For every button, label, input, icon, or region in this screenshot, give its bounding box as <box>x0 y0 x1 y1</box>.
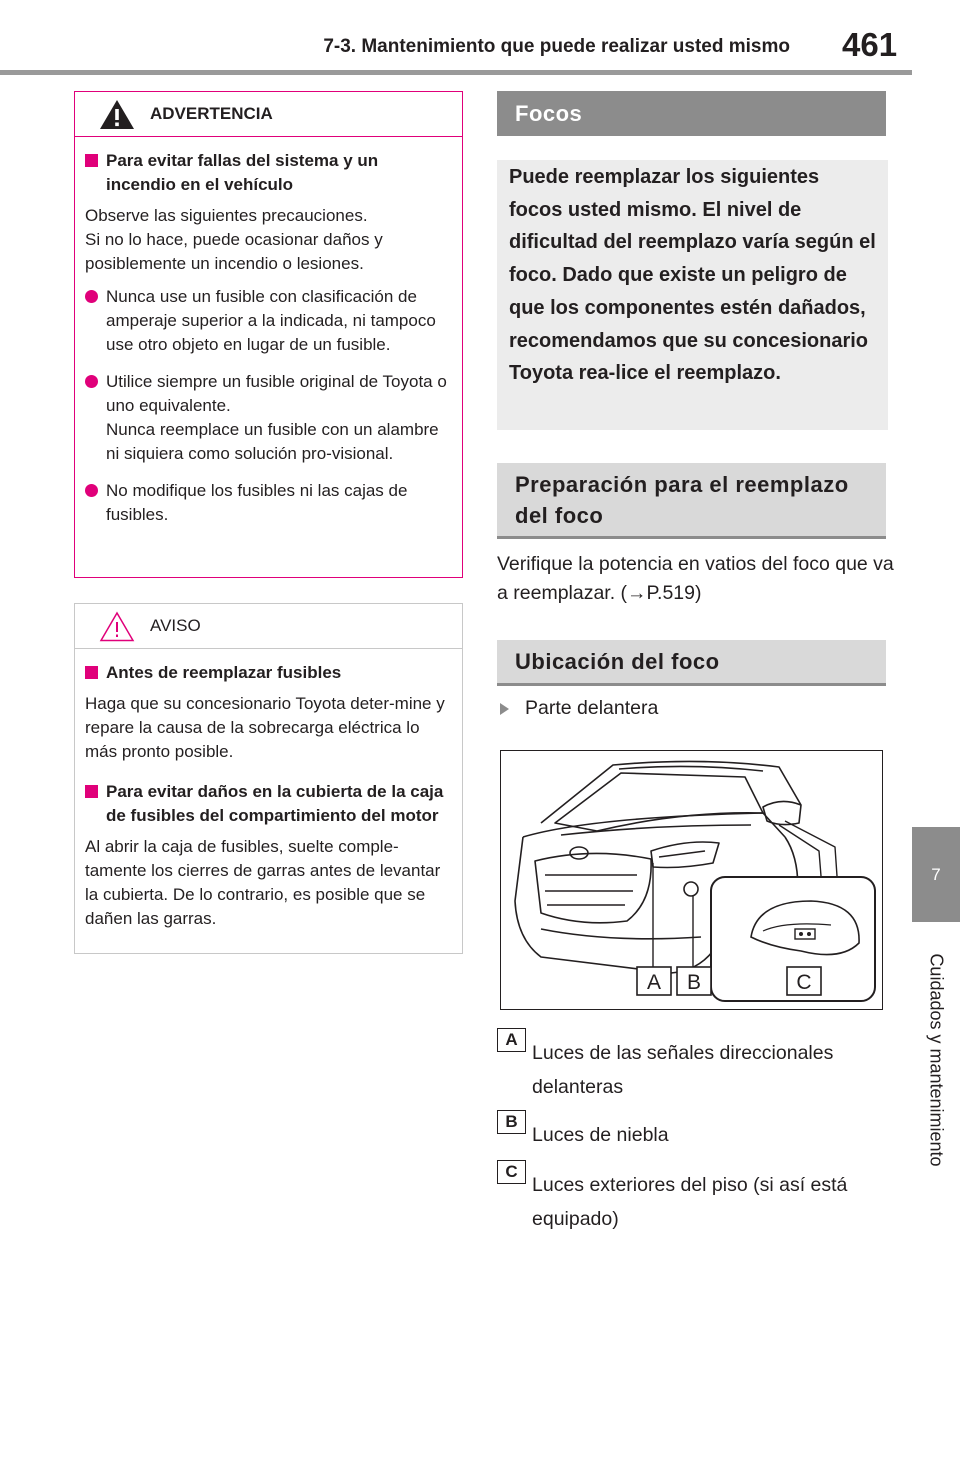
chapter-tab[interactable] <box>912 827 960 922</box>
header-rule <box>0 70 912 75</box>
warning-triangle-icon <box>99 99 135 130</box>
page-number: 461 <box>842 26 898 63</box>
round-bullet-icon <box>85 484 98 497</box>
legend-badge-b: B <box>497 1110 526 1134</box>
section-title-ubicacion: Ubicación del foco <box>497 640 886 686</box>
legend-text: Luces de niebla <box>532 1124 669 1146</box>
notice-text: Haga que su concesionario Toyota deter-mine y repare la causa de la sobrecarga eléctrica lo más pronto posible. <box>85 694 445 761</box>
legend-badge-c: C <box>497 1160 526 1184</box>
round-bullet-icon <box>85 290 98 303</box>
legend-item <box>497 1110 897 1152</box>
bulb-location-figure <box>500 750 883 1010</box>
warning-heading: ADVERTENCIA <box>150 104 273 123</box>
warning-bullet: No modifique los fusibles ni las cajas de fusibles. <box>85 479 450 527</box>
preparacion-text: Verifique la potencia en vatios del foco que va a reemplazar. (→P.519) <box>497 553 894 604</box>
notice-text: Al abrir la caja de fusibles, suelte comple-tamente los cierres de garras antes de levantar la cubierta. De lo contrario, es posible que se dañen las garras. <box>85 837 441 928</box>
running-header: 7-3. Mantenimiento que puede realizar usted mismo <box>323 36 790 57</box>
car-front-illustration <box>501 751 881 1008</box>
legend-text: Luces de las señales direccionales delanteras <box>532 1042 834 1098</box>
square-bullet-icon <box>85 154 98 167</box>
legend-item <box>497 1160 897 1236</box>
chapter-tab-label: Cuidados y mantenimiento <box>926 953 947 1167</box>
square-bullet-icon <box>85 785 98 798</box>
warning-intro: Observe las siguientes precauciones. Si no lo hace, puede ocasionar daños y posiblemente un incendio o lesiones. <box>85 206 383 273</box>
focos-intro: Puede reemplazar los siguientes focos usted mismo. El nivel de dificultad del reemplazo varía según el foco. Dado que existe un peligro de que los componentes estén dañados, recomendamos que su concesionario Toyota rea-lice el reemplazo. <box>497 160 888 430</box>
warning-bullet: Utilice siempre un fusible original de Toyota o uno equivalente. Nunca reemplace un fusible con un alambre ni siquiera como solución pro-visional. <box>85 370 450 466</box>
section-title-preparacion: Preparación para el reemplazo del foco <box>497 463 886 539</box>
notice-box-body <box>75 649 462 931</box>
legend-text: Luces exteriores del piso (si así está equipado) <box>532 1174 848 1230</box>
warning-box-header <box>75 92 462 137</box>
notice-subheading: Para evitar daños en la cubierta de la caja de fusibles del compartimiento del motor <box>85 780 450 828</box>
notice-heading: AVISO <box>150 616 201 635</box>
round-bullet-icon <box>85 375 98 388</box>
section-title-focos: Focos <box>497 91 886 136</box>
warning-bullet: Nunca use un fusible con clasificación de amperaje superior a la indicada, ni tampoco use otro objeto en lugar de un fusible. <box>85 285 450 357</box>
triangle-bullet-icon <box>500 703 509 715</box>
chapter-tab-number: 7 <box>931 864 941 884</box>
warning-subheading: Para evitar fallas del sistema y un incendio en el vehículo <box>85 149 450 197</box>
square-bullet-icon <box>85 666 98 679</box>
notice-box-header <box>75 604 462 649</box>
caution-triangle-icon <box>99 611 135 642</box>
figure-label-a: A <box>646 971 662 994</box>
legend-item <box>497 1028 897 1104</box>
figure-label-c: C <box>796 971 812 994</box>
notice-box <box>74 603 463 954</box>
notice-subheading: Antes de reemplazar fusibles <box>85 661 450 685</box>
warning-box <box>74 91 463 578</box>
subheading-parte-delantera: Parte delantera <box>497 697 658 720</box>
legend-badge-a: A <box>497 1028 526 1052</box>
warning-box-body <box>75 137 462 527</box>
figure-label-b: B <box>686 971 702 994</box>
